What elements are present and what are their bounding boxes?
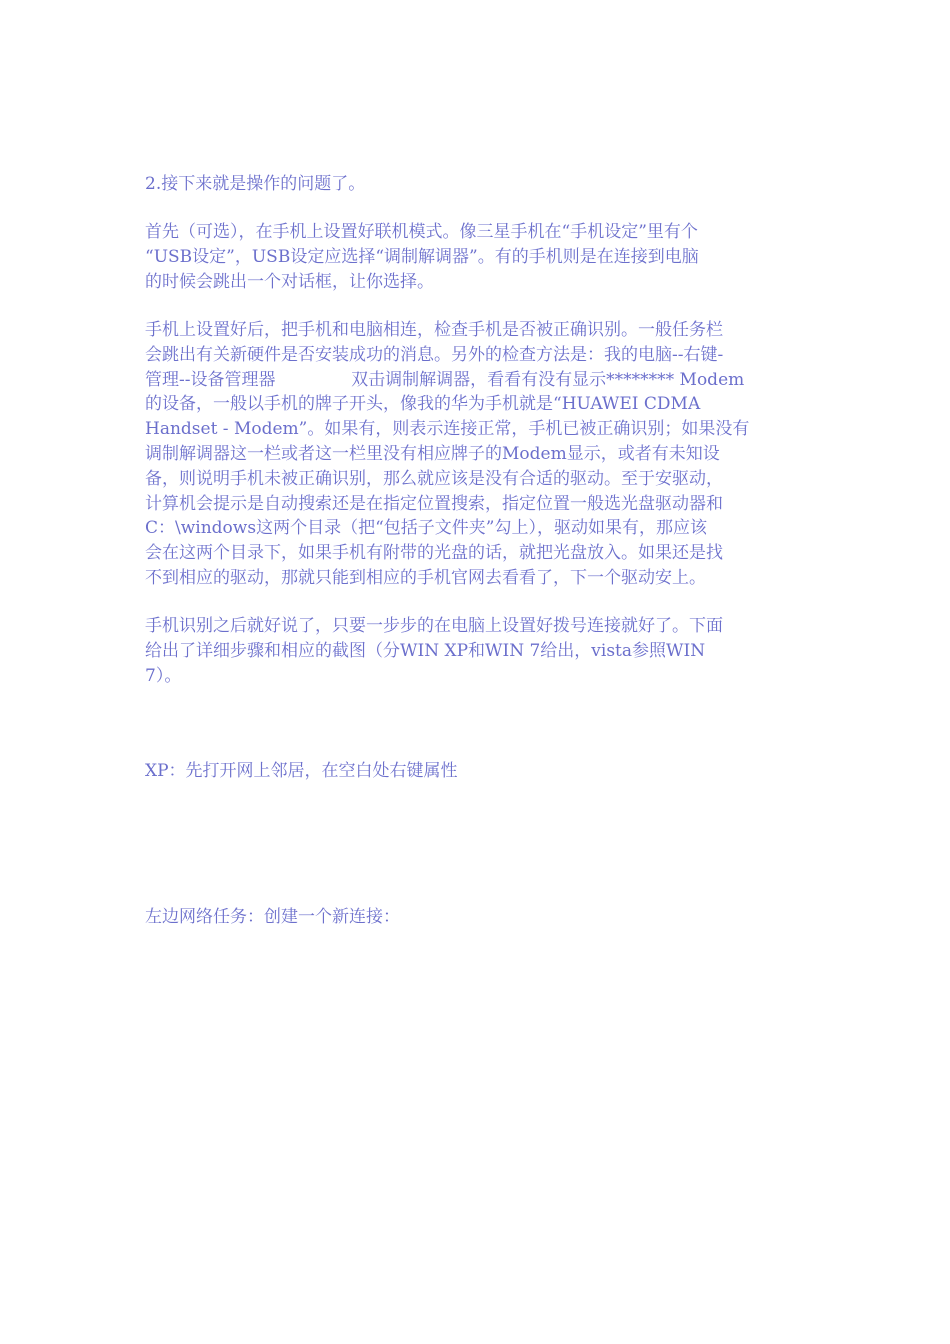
text-line: 的时候会跳出一个对话框，让你选择。 [145,271,434,292]
heading-text: 2.接下来就是操作的问题了。 [145,174,366,194]
xp-step-paragraph [145,759,805,784]
text-line: 给出了详细步骤和相应的截图（分WIN XP和WIN 7给出，vista参照WIN [145,640,706,661]
network-task-paragraph [145,905,805,930]
text-line: 会跳出有关新硬件是否安装成功的消息。另外的检查方法是：我的电脑--右键- [145,344,724,365]
text-line: 首先（可选），在手机上设置好联机模式。像三星手机在“手机设定”里有个 [145,222,698,242]
intro-paragraph [145,220,805,294]
text-line: “USB设定”，USB设定应选择“调制解调器”。有的手机则是在连接到电脑 [145,246,699,267]
network-task-text: 左边网络任务：创建一个新连接： [145,907,400,927]
text-line: 7）。 [145,665,182,686]
text-line: 调制解调器这一栏或者这一栏里没有相应牌子的Modem显示，或者有未知设 [145,443,720,464]
text-line: Handset - Modem”。如果有，则表示连接正常，手机已被正确识别；如果没有 [145,419,750,440]
text-line: 备，则说明手机未被正确识别，那么就应该是没有合适的驱动。至于安驱动， [145,468,723,489]
xp-step-text: XP：先打开网上邻居，在空白处右键属性 [145,761,458,781]
text-line: 手机上设置好后，把手机和电脑相连，检查手机是否被正确识别。一般任务栏 [145,320,723,340]
text-line: 管理--设备管理器 双击调制解调器，看看有没有显示******** Modem [145,369,745,390]
text-line: 会在这两个目录下，如果手机有附带的光盘的话，就把光盘放入。如果还是找 [145,543,723,564]
text-line: 的设备，一般以手机的牌子开头，像我的华为手机就是“HUAWEI CDMA [145,394,701,415]
text-line: C：\windows这两个目录（把“包括子文件夹”勾上），驱动如果有，那应该 [145,518,707,539]
section-heading [145,172,805,197]
text-line: 不到相应的驱动，那就只能到相应的手机官网去看看了，下一个驱动安上。 [145,567,706,588]
device-check-paragraph [145,318,805,591]
text-line: 计算机会提示是自动搜索还是在指定位置搜索，指定位置一般选光盘驱动器和 [145,493,723,514]
after-recognition-paragraph [145,614,805,688]
text-line: 手机识别之后就好说了，只要一步步的在电脑上设置好拨号连接就好了。下面 [145,616,723,636]
